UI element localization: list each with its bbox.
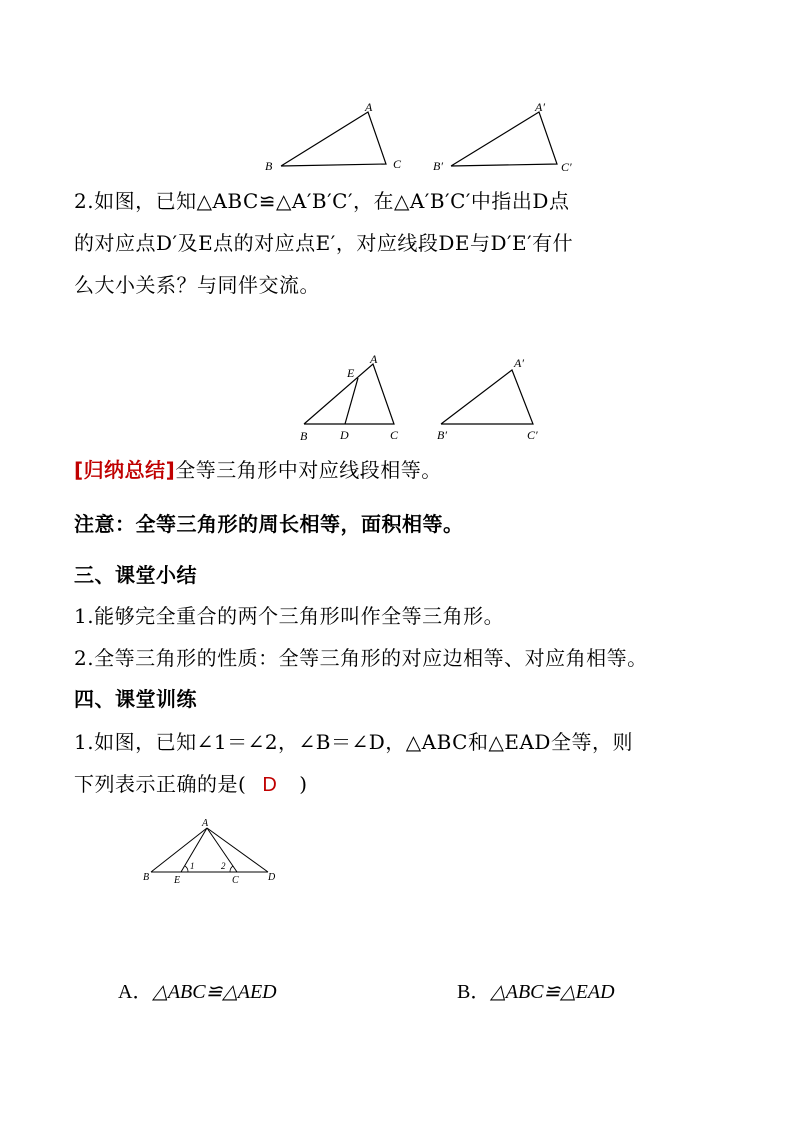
summary-line bbox=[74, 456, 442, 484]
label-c-prime: C′ bbox=[561, 160, 572, 174]
label-a-prime: A′ bbox=[535, 100, 545, 114]
triangle-abc bbox=[281, 112, 386, 166]
option-b-text: △ABC≌△EAD bbox=[490, 981, 615, 1003]
figure-triangles-abc bbox=[255, 98, 585, 178]
q1-prefix: 下列表示正确的是( bbox=[74, 772, 247, 796]
figure-training bbox=[140, 816, 290, 888]
q1-suffix: ) bbox=[299, 772, 308, 796]
label-c-prime: C′ bbox=[527, 428, 538, 442]
label-b: B bbox=[143, 872, 150, 883]
section3-heading: 三、课堂小结 bbox=[74, 563, 197, 587]
label-d: D bbox=[340, 428, 349, 442]
angle-1-arc bbox=[185, 866, 188, 872]
q2-line1: 2.如图，已知△ABC≌△A′B′C′，在△A′B′C′中指出D点 bbox=[74, 189, 570, 213]
q2-line3: 么大小关系？与同伴交流。 bbox=[74, 273, 320, 297]
label-e: E bbox=[174, 875, 181, 886]
figure-triangles-de bbox=[290, 346, 560, 446]
summary-text: 全等三角形中对应线段相等。 bbox=[175, 458, 442, 482]
triangle-a-prime bbox=[451, 112, 557, 166]
label-a: A bbox=[202, 818, 209, 829]
label-b-prime: B′ bbox=[433, 159, 443, 173]
label-a: A bbox=[365, 100, 373, 114]
label-c: C bbox=[232, 875, 239, 886]
label-a: A bbox=[370, 352, 378, 366]
q1-answer: D bbox=[262, 774, 278, 796]
segment-de bbox=[345, 378, 358, 424]
label-c: C bbox=[390, 428, 399, 442]
label-e: E bbox=[347, 366, 355, 380]
option-a[interactable] bbox=[118, 978, 277, 1006]
segment-ad bbox=[207, 828, 268, 872]
label-b: B bbox=[265, 159, 273, 173]
angle-2-arc bbox=[230, 866, 233, 872]
label-d: D bbox=[268, 872, 276, 883]
option-a-text: △ABC≌△AED bbox=[152, 981, 277, 1003]
segment-ab bbox=[151, 828, 207, 872]
label-angle-2: 2 bbox=[221, 861, 226, 871]
section3-item1: 1.能够完全重合的两个三角形叫作全等三角形。 bbox=[74, 604, 505, 628]
note-line: 注意：全等三角形的周长相等，面积相等。 bbox=[74, 512, 464, 536]
section4-heading: 四、课堂训练 bbox=[74, 687, 197, 711]
label-b-prime: B′ bbox=[437, 428, 447, 442]
label-a-prime: A′ bbox=[514, 356, 524, 370]
option-a-label: A． bbox=[118, 981, 153, 1003]
section3-item2: 2.全等三角形的性质：全等三角形的对应边相等、对应角相等。 bbox=[74, 646, 648, 670]
option-b-label: B． bbox=[457, 981, 491, 1003]
label-c: C bbox=[393, 157, 402, 171]
option-b[interactable] bbox=[457, 978, 615, 1006]
section4-q1-line1: 1.如图，已知∠1＝∠2，∠B＝∠D，△ABC和△EAD全等，则 bbox=[74, 730, 633, 754]
section4-q1-line2 bbox=[74, 770, 308, 799]
triangle-a-prime-2 bbox=[441, 370, 533, 424]
label-angle-1: 1 bbox=[190, 861, 195, 871]
q2-line2: 的对应点D′及E点的对应点E′，对应线段DE与D′E′有什 bbox=[74, 231, 574, 255]
label-b: B bbox=[300, 429, 308, 443]
summary-tag: [归纳总结] bbox=[74, 458, 176, 482]
